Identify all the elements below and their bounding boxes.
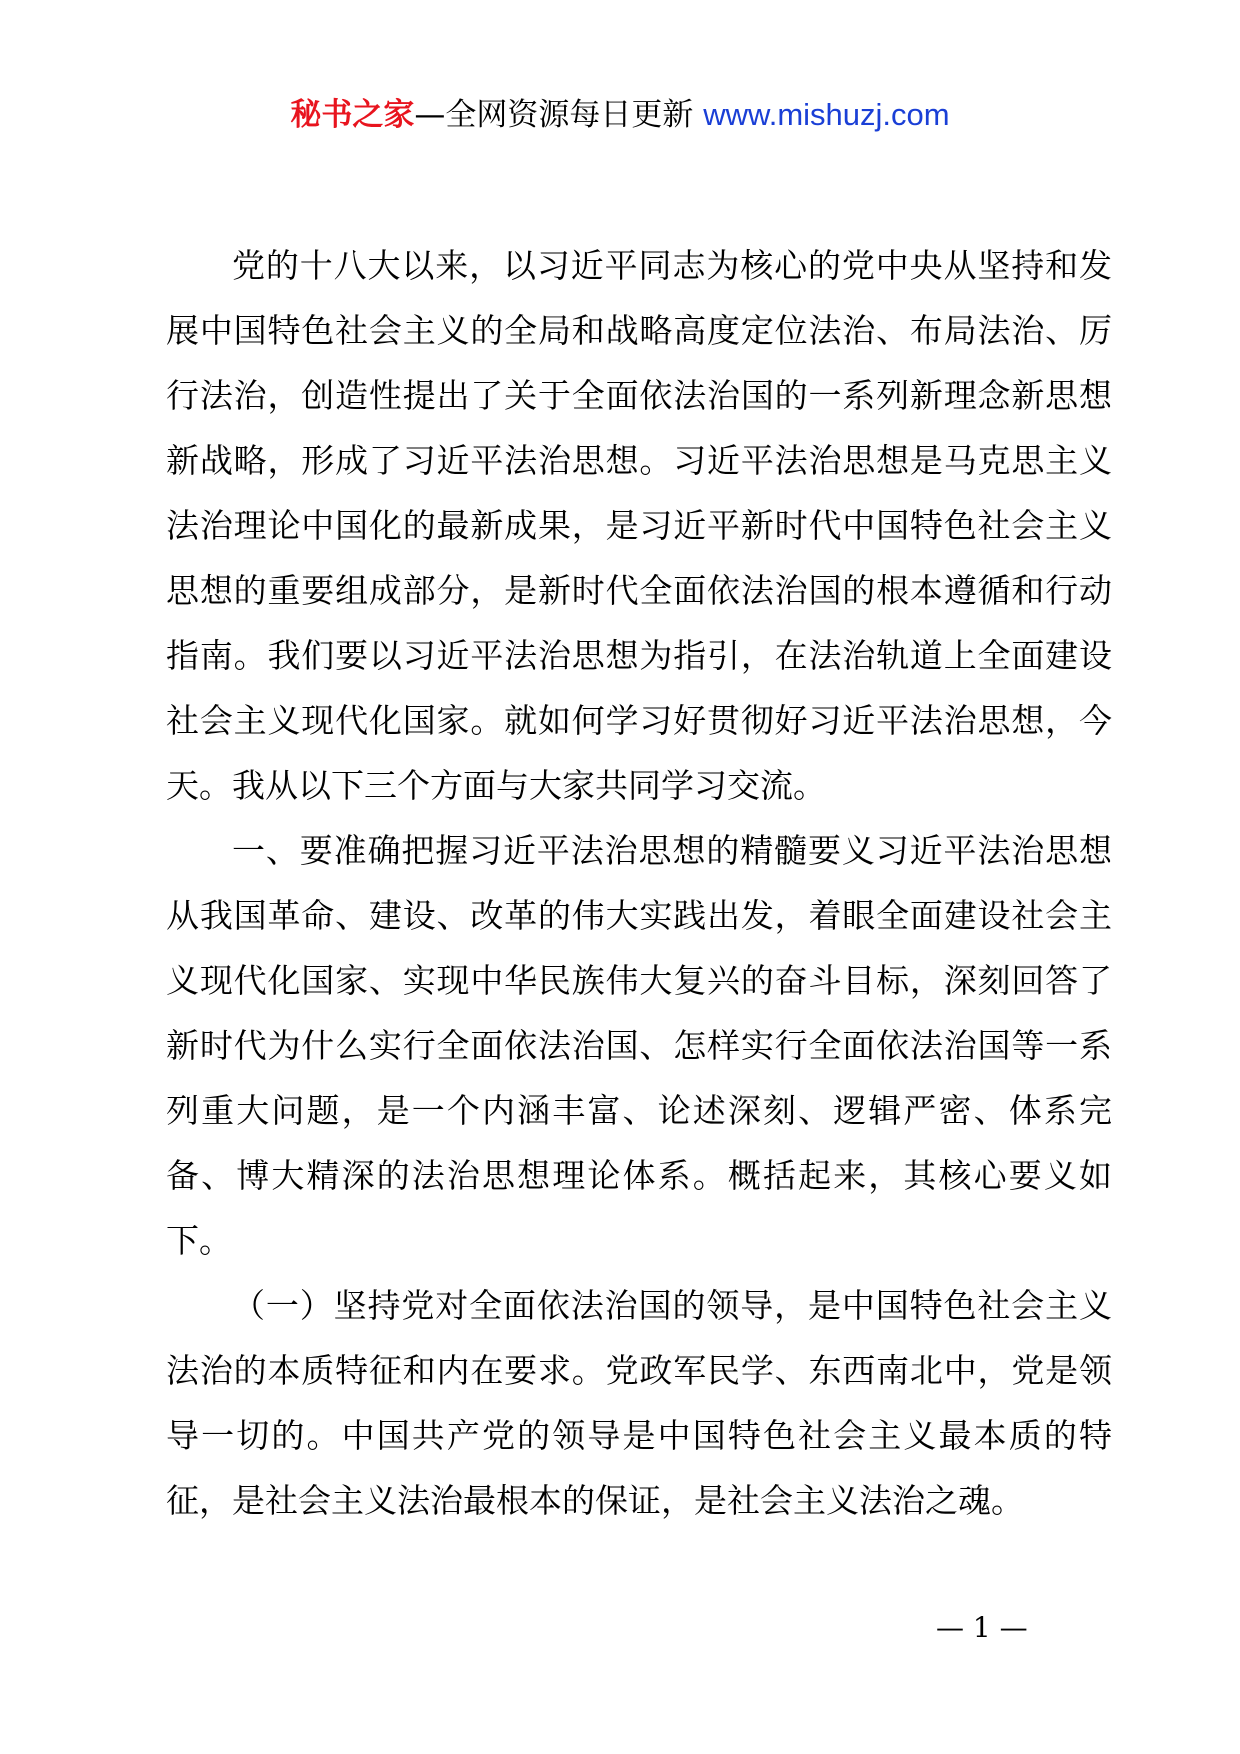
page-number: — 1 — bbox=[936, 1611, 1028, 1644]
paragraph-section-one: 一、要准确把握习近平法治思想的精髓要义习近平法治思想从我国革命、建设、改革的伟大实践出发，着眼全面建设社会主义现代化国家、实现中华民族伟大复兴的奋斗目标，深刻回答了新时代为什么实行全面依法治国、怎样实行全面依法治国等一系列重大问题，是一个内涵丰富、论述深刻、逻辑严密、体系完备、博大精深的法治思想理论体系。概括起来，其核心要义如下。 bbox=[166, 831, 1112, 1260]
site-header bbox=[0, 95, 1240, 135]
site-tagline: —全网资源每日更新 bbox=[414, 97, 694, 133]
site-url[interactable]: www.mishuzj.com bbox=[703, 97, 950, 132]
paragraph-intro: 党的十八大以来，以习近平同志为核心的党中央从坚持和发展中国特色社会主义的全局和战略高度定位法治、布局法治、厉行法治，创造性提出了关于全面依法治国的一系列新理念新思想新战略，形成了习近平法治思想。习近平法治思想是马克思主义法治理论中国化的最新成果，是习近平新时代中国特色社会主义思想的重要组成部分，是新时代全面依法治国的根本遵循和行动指南。我们要以习近平法治思想为指引，在法治轨道上全面建设社会主义现代化国家。就如何学习好贯彻好习近平法治思想，今天。我从以下三个方面与大家共同学习交流。 bbox=[166, 246, 1112, 805]
paragraph-subsection-one: （一）坚持党对全面依法治国的领导，是中国特色社会主义法治的本质特征和内在要求。党政军民学、东西南北中，党是领导一切的。中国共产党的领导是中国特色社会主义最本质的特征，是社会主义法治最根本的保证，是社会主义法治之魂。 bbox=[166, 1286, 1112, 1520]
site-brand: 秘书之家 bbox=[290, 97, 415, 133]
document-body bbox=[166, 233, 1112, 1533]
